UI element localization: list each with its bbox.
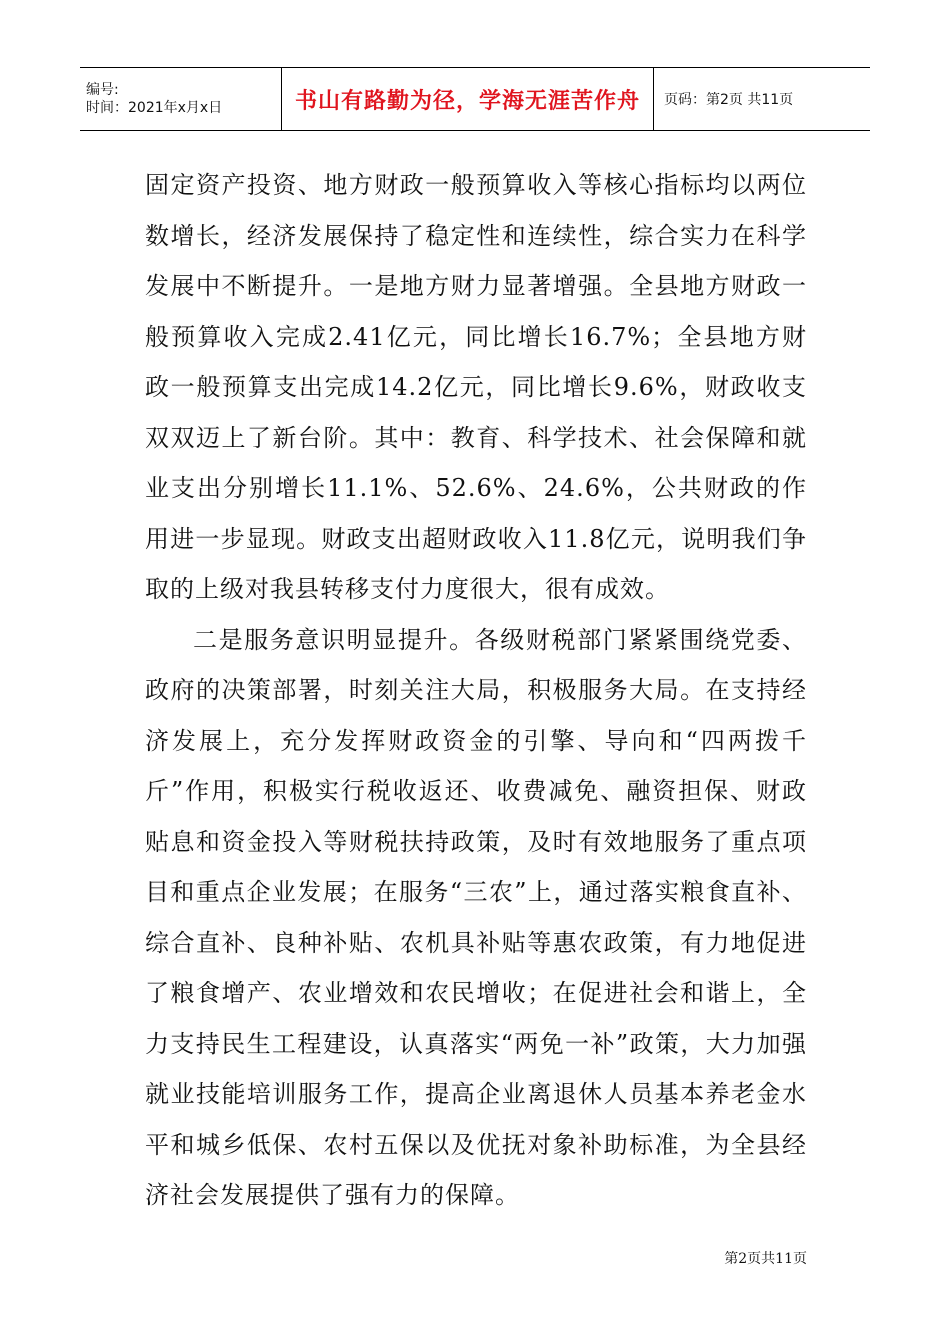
body-paragraph-1: 固定资产投资、地方财政一般预算收入等核心指标均以两位数增长，经济发展保持了稳定性和连续性，综合实力在科学发展中不断提升。一是地方财力显著增强。全县地方财政一般预算收入完成2.41亿元，同比增长16.7%；全县地方财政一般预算支出完成14.2亿元，同比增长9.6%，财政收支双双迈上了新台阶。其中：教育、科学技术、社会保障和就业支出分别增长11.1%、52.6%、24.6%，公共财政的作用进一步显现。财政支出超财政收入11.8亿元，说明我们争取的上级对我县转移支付力度很大，很有成效。 [145,171,807,603]
header-motto-cell [282,68,654,130]
body-paragraph-2: 二是服务意识明显提升。各级财税部门紧紧围绕党委、政府的决策部署，时刻关注大局，积极服务大局。在支持经济发展上，充分发挥财政资金的引擎、导向和“四两拨千斤”作用，积极实行税收返还、收费减免、融资担保、财政贴息和资金投入等财税扶持政策，及时有效地服务了重点项目和重点企业发展；在服务“三农”上，通过落实粮食直补、综合直补、良种补贴、农机具补贴等惠农政策，有力地促进了粮食增产、农业增效和农民增收；在促进社会和谐上，全力支持民生工程建设，认真落实“两免一补”政策，大力加强就业技能培训服务工作，提高企业离退休人员基本养老金水平和城乡低保、农村五保以及优抚对象补助标准，为全县经济社会发展提供了强有力的保障。 [145,625,807,1209]
page-footer: 第2页共11页 [724,1251,807,1267]
header-motto: 书山有路勤为径，学海无涯苦作舟 [294,88,640,114]
document-time-label: 时间：2021年x月x日 [86,100,223,116]
page-header [80,67,870,131]
header-meta [80,68,282,130]
document-number-label: 编号: [86,82,119,98]
header-page-info: 页码：第2页 共11页 [664,92,794,108]
document-body [145,160,807,1221]
header-page-info-cell [654,68,870,130]
